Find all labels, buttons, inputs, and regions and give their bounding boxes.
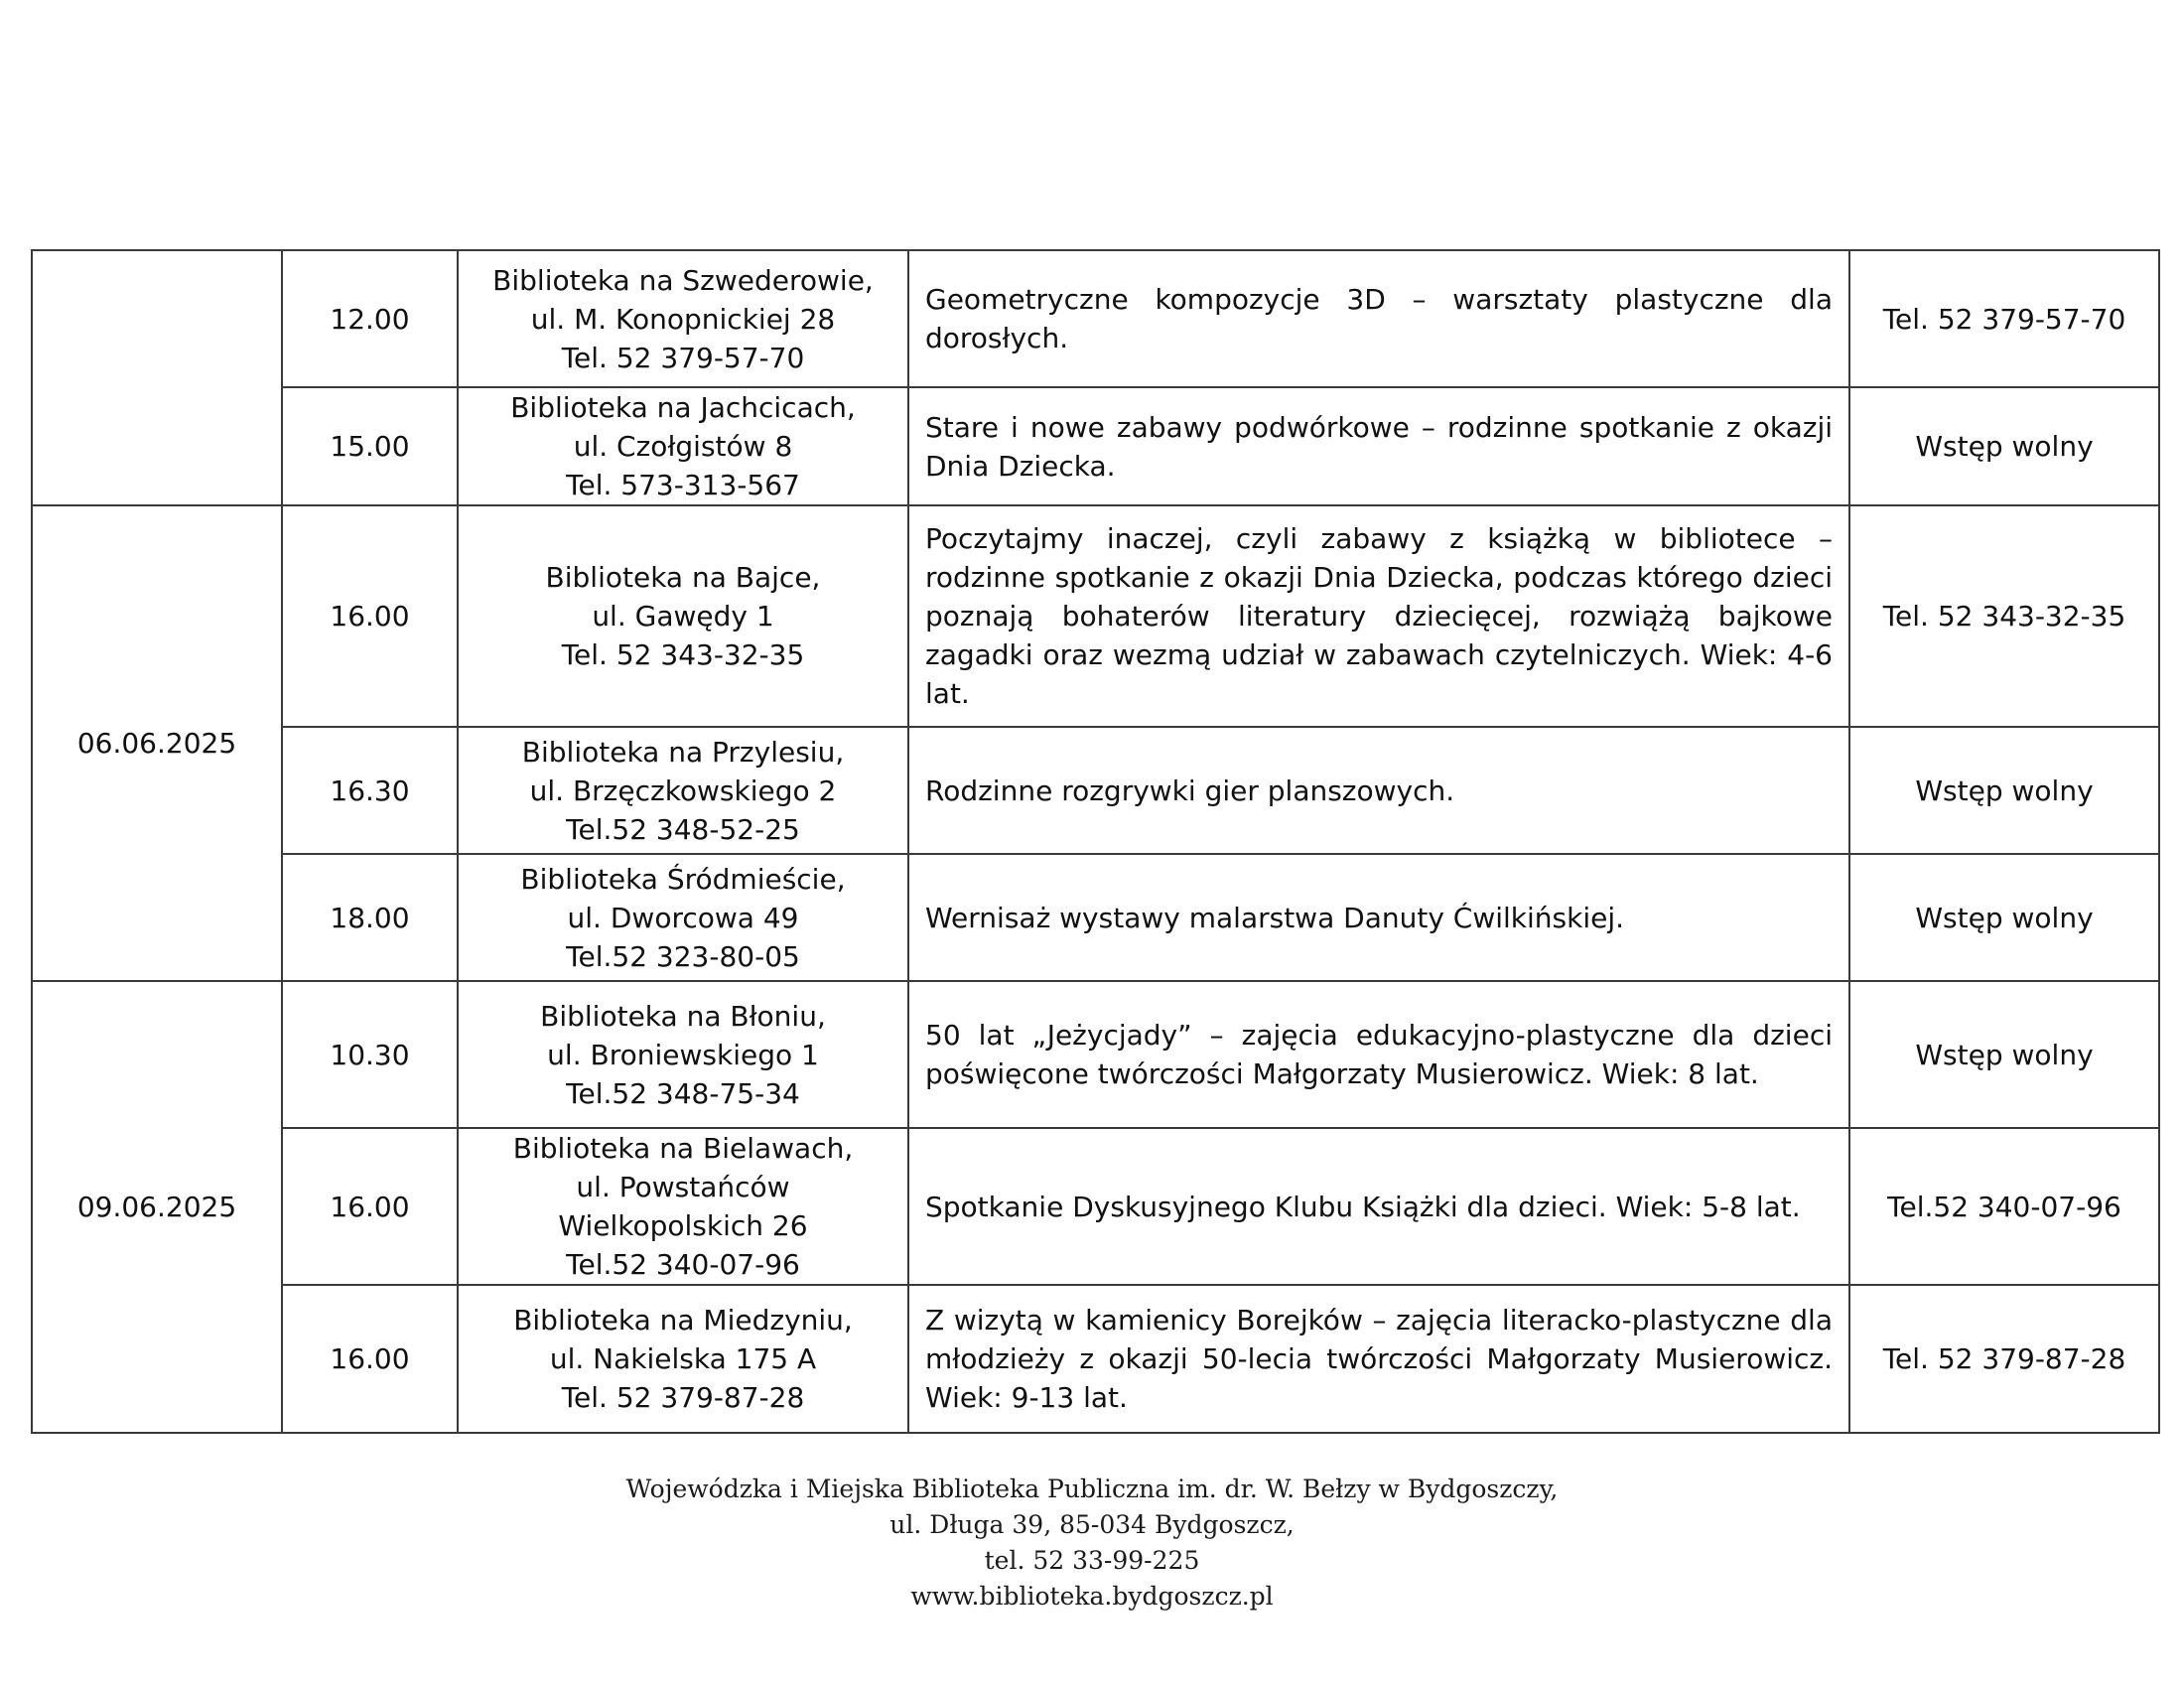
date-cell-empty xyxy=(32,250,282,505)
date-cell: 09.06.2025 xyxy=(32,981,282,1433)
info-cell: Wstęp wolny xyxy=(1849,387,2159,505)
library-cell xyxy=(458,250,908,387)
info-cell: Wstęp wolny xyxy=(1849,981,2159,1128)
library-address: ul. Broniewskiego 1 xyxy=(547,1038,819,1071)
library-cell xyxy=(458,1128,908,1285)
library-address: ul. Nakielska 175 A xyxy=(549,1342,817,1375)
library-phone: Tel.52 348-75-34 xyxy=(566,1076,800,1110)
footer xyxy=(0,1472,2184,1615)
info-cell: Tel.52 340-07-96 xyxy=(1849,1128,2159,1285)
library-cell xyxy=(458,505,908,727)
library-address: ul. Powstańców xyxy=(576,1171,790,1203)
library-address: ul. Dworcowa 49 xyxy=(567,901,799,934)
description-cell: Spotkanie Dyskusyjnego Klubu Książki dla dzieci. Wiek: 5-8 lat. xyxy=(908,1128,1849,1285)
time-cell: 18.00 xyxy=(282,854,458,981)
library-address: ul. M. Konopnickiej 28 xyxy=(530,302,836,336)
time-cell: 16.00 xyxy=(282,1128,458,1285)
description-cell: 50 lat „Jeżycjady” – zajęcia edukacyjno-plastyczne dla dzieci poświęcone twórczości Małgorzaty Musierowicz. Wiek: 8 lat. xyxy=(908,981,1849,1128)
info-cell: Tel. 52 379-57-70 xyxy=(1849,250,2159,387)
library-phone: Tel. 52 379-87-28 xyxy=(561,1381,805,1414)
time-cell: 15.00 xyxy=(282,387,458,505)
description-cell: Geometryczne kompozycje 3D – warsztaty plastyczne dla dorosłych. xyxy=(908,250,1849,387)
library-name: Biblioteka na Bielawach, xyxy=(512,1132,854,1165)
table-row xyxy=(32,854,2159,981)
table-row xyxy=(32,505,2159,727)
time-cell: 16.00 xyxy=(282,505,458,727)
description-cell: Wernisaż wystawy malarstwa Danuty Ćwilkińskiej. xyxy=(908,854,1849,981)
table-row xyxy=(32,1285,2159,1433)
time-cell: 16.00 xyxy=(282,1285,458,1433)
library-name: Biblioteka na Miedzyniu, xyxy=(513,1304,853,1336)
library-phone: Tel.52 323-80-05 xyxy=(566,939,800,973)
events-table xyxy=(31,249,2160,1434)
library-name: Biblioteka na Błoniu, xyxy=(540,999,826,1033)
library-cell xyxy=(458,854,908,981)
table-row xyxy=(32,727,2159,854)
library-phone: Tel.52 348-52-25 xyxy=(566,812,800,846)
description-cell: Poczytajmy inaczej, czyli zabawy z książką w bibliotece – rodzinne spotkanie z okazji Dnia Dziecka, podczas którego dzieci poznają bohaterów literatury dziecięcej, rozwiążą bajkowe zagadki oraz wezmą udział w zabawach czytelniczych. Wiek: 4-6 lat. xyxy=(908,505,1849,727)
time-cell: 16.30 xyxy=(282,727,458,854)
library-cell xyxy=(458,387,908,505)
library-address: ul. Brzęczkowskiego 2 xyxy=(529,774,837,807)
footer-address: ul. Długa 39, 85-034 Bydgoszcz, xyxy=(889,1510,1295,1539)
info-cell: Tel. 52 343-32-35 xyxy=(1849,505,2159,727)
library-name: Biblioteka na Przylesiu, xyxy=(521,735,845,769)
library-phone: Tel. 52 343-32-35 xyxy=(561,638,805,671)
table-row xyxy=(32,387,2159,505)
info-cell: Wstęp wolny xyxy=(1849,854,2159,981)
footer-institution: Wojewódzka i Miejska Biblioteka Publiczna im. dr. W. Bełzy w Bydgoszczy, xyxy=(625,1475,1559,1503)
library-address: ul. Czołgistów 8 xyxy=(573,430,793,463)
library-address-cont: Wielkopolskich 26 xyxy=(558,1209,808,1242)
library-name: Biblioteka na Szwederowie, xyxy=(492,263,874,297)
table-row xyxy=(32,981,2159,1128)
library-phone: Tel. 573-313-567 xyxy=(566,469,800,501)
library-name: Biblioteka na Jachcicach, xyxy=(510,391,856,424)
library-cell xyxy=(458,1285,908,1433)
library-name: Biblioteka Śródmieście, xyxy=(520,862,846,896)
description-cell: Rodzinne rozgrywki gier planszowych. xyxy=(908,727,1849,854)
table-row xyxy=(32,250,2159,387)
footer-website: www.biblioteka.bydgoszcz.pl xyxy=(910,1582,1274,1611)
info-cell: Wstęp wolny xyxy=(1849,727,2159,854)
time-cell: 12.00 xyxy=(282,250,458,387)
library-phone: Tel. 52 379-57-70 xyxy=(561,341,805,374)
table-row xyxy=(32,1128,2159,1285)
library-cell xyxy=(458,981,908,1128)
footer-phone: tel. 52 33-99-225 xyxy=(984,1546,1200,1575)
library-cell xyxy=(458,727,908,854)
description-cell: Stare i nowe zabawy podwórkowe – rodzinne spotkanie z okazji Dnia Dziecka. xyxy=(908,387,1849,505)
library-name: Biblioteka na Bajce, xyxy=(545,561,821,594)
library-address: ul. Gawędy 1 xyxy=(592,600,774,633)
description-cell: Z wizytą w kamienicy Borejków – zajęcia literacko-plastyczne dla młodzieży z okazji 50-lecia twórczości Małgorzaty Musierowicz. Wiek: 9-13 lat. xyxy=(908,1285,1849,1433)
time-cell: 10.30 xyxy=(282,981,458,1128)
library-phone: Tel.52 340-07-96 xyxy=(566,1248,800,1281)
date-cell: 06.06.2025 xyxy=(32,505,282,981)
info-cell: Tel. 52 379-87-28 xyxy=(1849,1285,2159,1433)
